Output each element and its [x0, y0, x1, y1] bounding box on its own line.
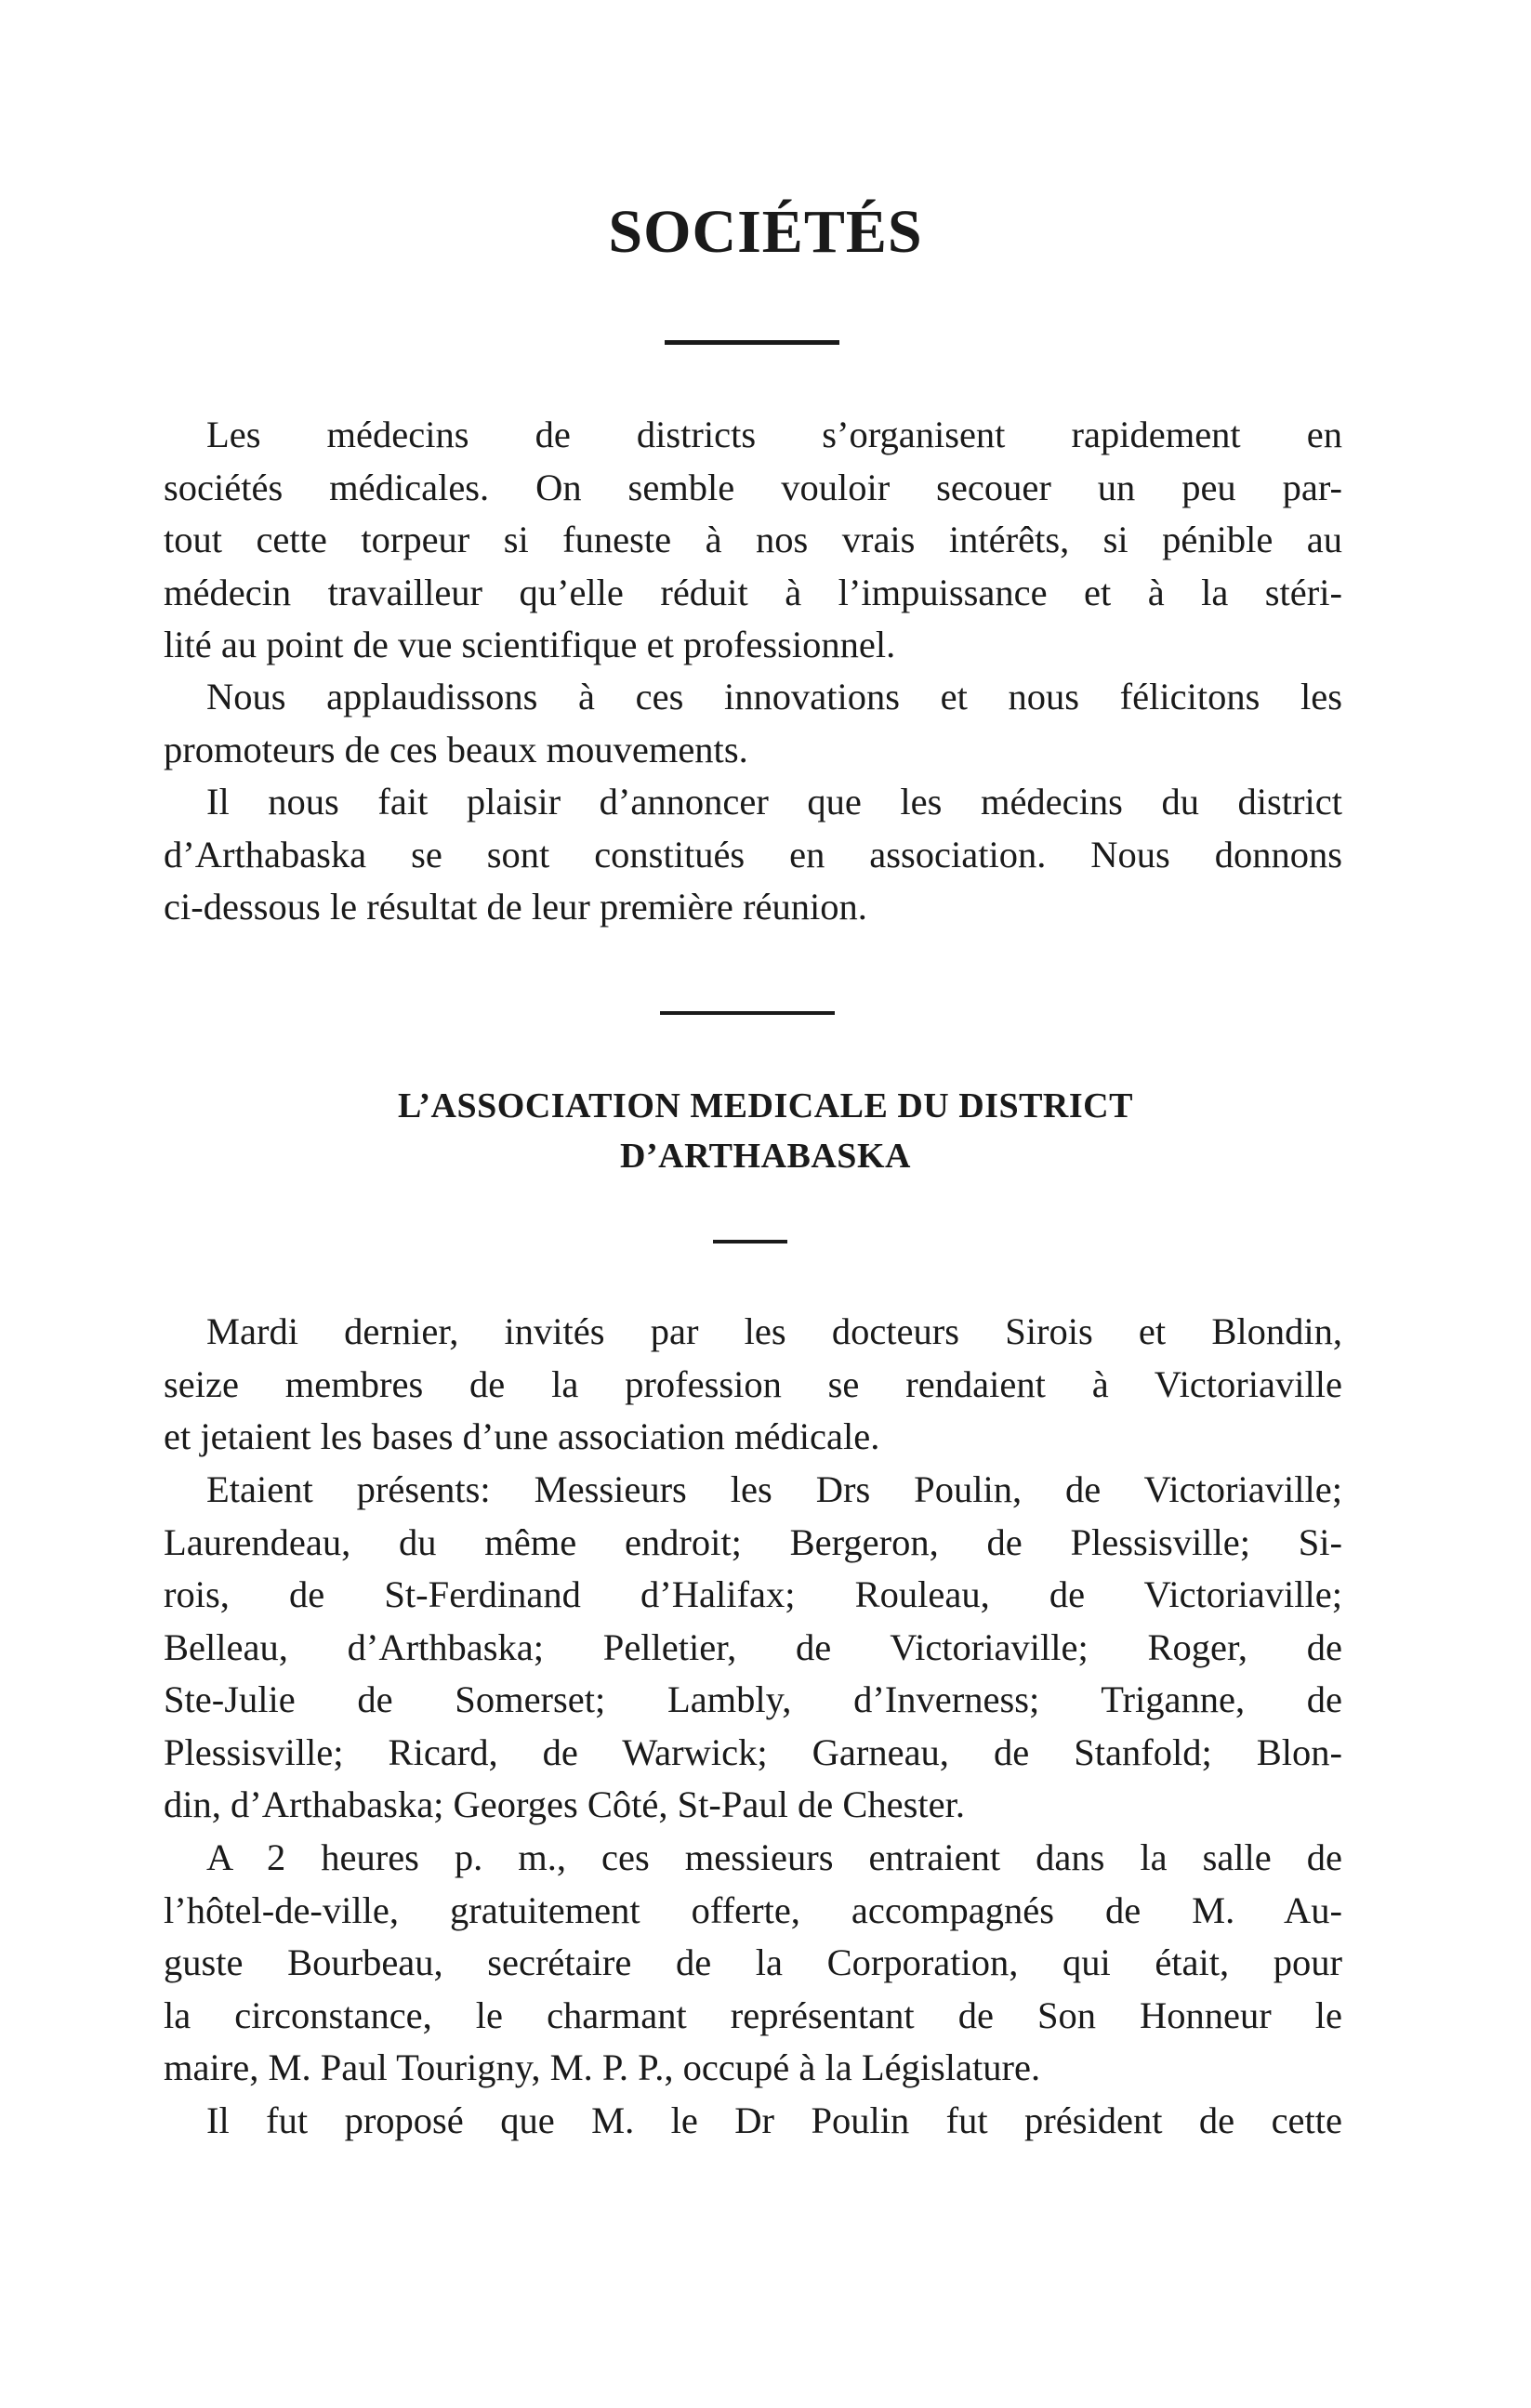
text-line: tout cette torpeur si funeste à nos vrais intérêts, si pénible au	[164, 519, 1342, 560]
text-line: ci-dessous le résultat de leur première réunion.	[164, 886, 867, 928]
subheading-divider	[713, 1240, 787, 1243]
text-line: Mardi dernier, invités par les docteurs Sirois et Blondin,	[206, 1310, 1342, 1352]
text-line: Ste-Julie de Somerset; Lambly, d’Inverness; Triganne, de	[164, 1678, 1342, 1720]
text-line: Les médecins de districts s’organisent rapidement en	[206, 414, 1342, 455]
text-line: Nous applaudissons à ces innovations et nous félicitons les	[206, 676, 1342, 717]
association-paragraph-3	[164, 1832, 1342, 2095]
text-line: et jetaient les bases d’une association médicale.	[164, 1415, 880, 1457]
text-line: Il nous fait plaisir d’annoncer que les médecins du district	[206, 781, 1342, 822]
section-divider	[660, 1011, 835, 1015]
association-paragraph-4	[164, 2095, 1342, 2148]
text-line: l’hôtel-de-ville, gratuitement offerte, accompagnés de M. Au-	[164, 1888, 1342, 1931]
text-line: guste Bourbeau, secrétaire de la Corporation, qui était, pour	[164, 1941, 1342, 1983]
text-line: d’Arthabaska se sont constitués en association. Nous donnons	[164, 833, 1342, 875]
association-paragraph-2	[164, 1464, 1342, 1832]
intro-paragraph-1	[164, 409, 1342, 672]
text-line: seize membres de la profession se rendaient à Victoriaville	[164, 1362, 1342, 1405]
text-line: A 2 heures p. m., ces messieurs entraient dans la salle de	[206, 1836, 1342, 1878]
text-line: maire, M. Paul Tourigny, M. P. P., occupé à la Législature.	[164, 2046, 1041, 2088]
association-paragraph-1	[164, 1306, 1342, 1464]
text-line: la circonstance, le charmant représentant de Son Honneur le	[164, 1994, 1342, 2036]
association-heading-line-2: D’ARTHABASKA	[620, 1137, 911, 1176]
page-title: SOCIÉTÉS	[608, 198, 923, 266]
text-line: lité au point de vue scientifique et professionnel.	[164, 624, 896, 665]
text-line: médecin travailleur qu’elle réduit à l’impuissance et à la stéri-	[164, 571, 1342, 613]
association-heading-line-1: L’ASSOCIATION MEDICALE DU DISTRICT	[398, 1086, 1133, 1125]
text-line: sociétés médicales. On semble vouloir secouer un peu par-	[164, 466, 1342, 508]
text-line: Belleau, d’Arthbaska; Pelletier, de Victoriaville; Roger, de	[164, 1625, 1342, 1668]
text-line: Plessisville; Ricard, de Warwick; Garneau, de Stanfold; Blon-	[164, 1730, 1342, 1773]
text-line: rois, de St-Ferdinand d’Halifax; Rouleau, de Victoriaville;	[164, 1573, 1342, 1615]
text-line: din, d’Arthabaska; Georges Côté, St-Paul de Chester.	[164, 1783, 965, 1825]
text-line: Il fut proposé que M. le Dr Poulin fut président de cette	[206, 2099, 1342, 2141]
text-line: promoteurs de ces beaux mouvements.	[164, 728, 748, 770]
association-heading	[0, 1081, 1531, 1181]
intro-paragraph-3	[164, 776, 1342, 934]
text-line: Etaient présents: Messieurs les Drs Poulin, de Victoriaville;	[206, 1468, 1342, 1510]
text-line: Laurendeau, du même endroit; Bergeron, de Plessisville; Si-	[164, 1520, 1342, 1563]
title-divider	[665, 340, 839, 345]
intro-paragraph-2	[164, 671, 1342, 776]
